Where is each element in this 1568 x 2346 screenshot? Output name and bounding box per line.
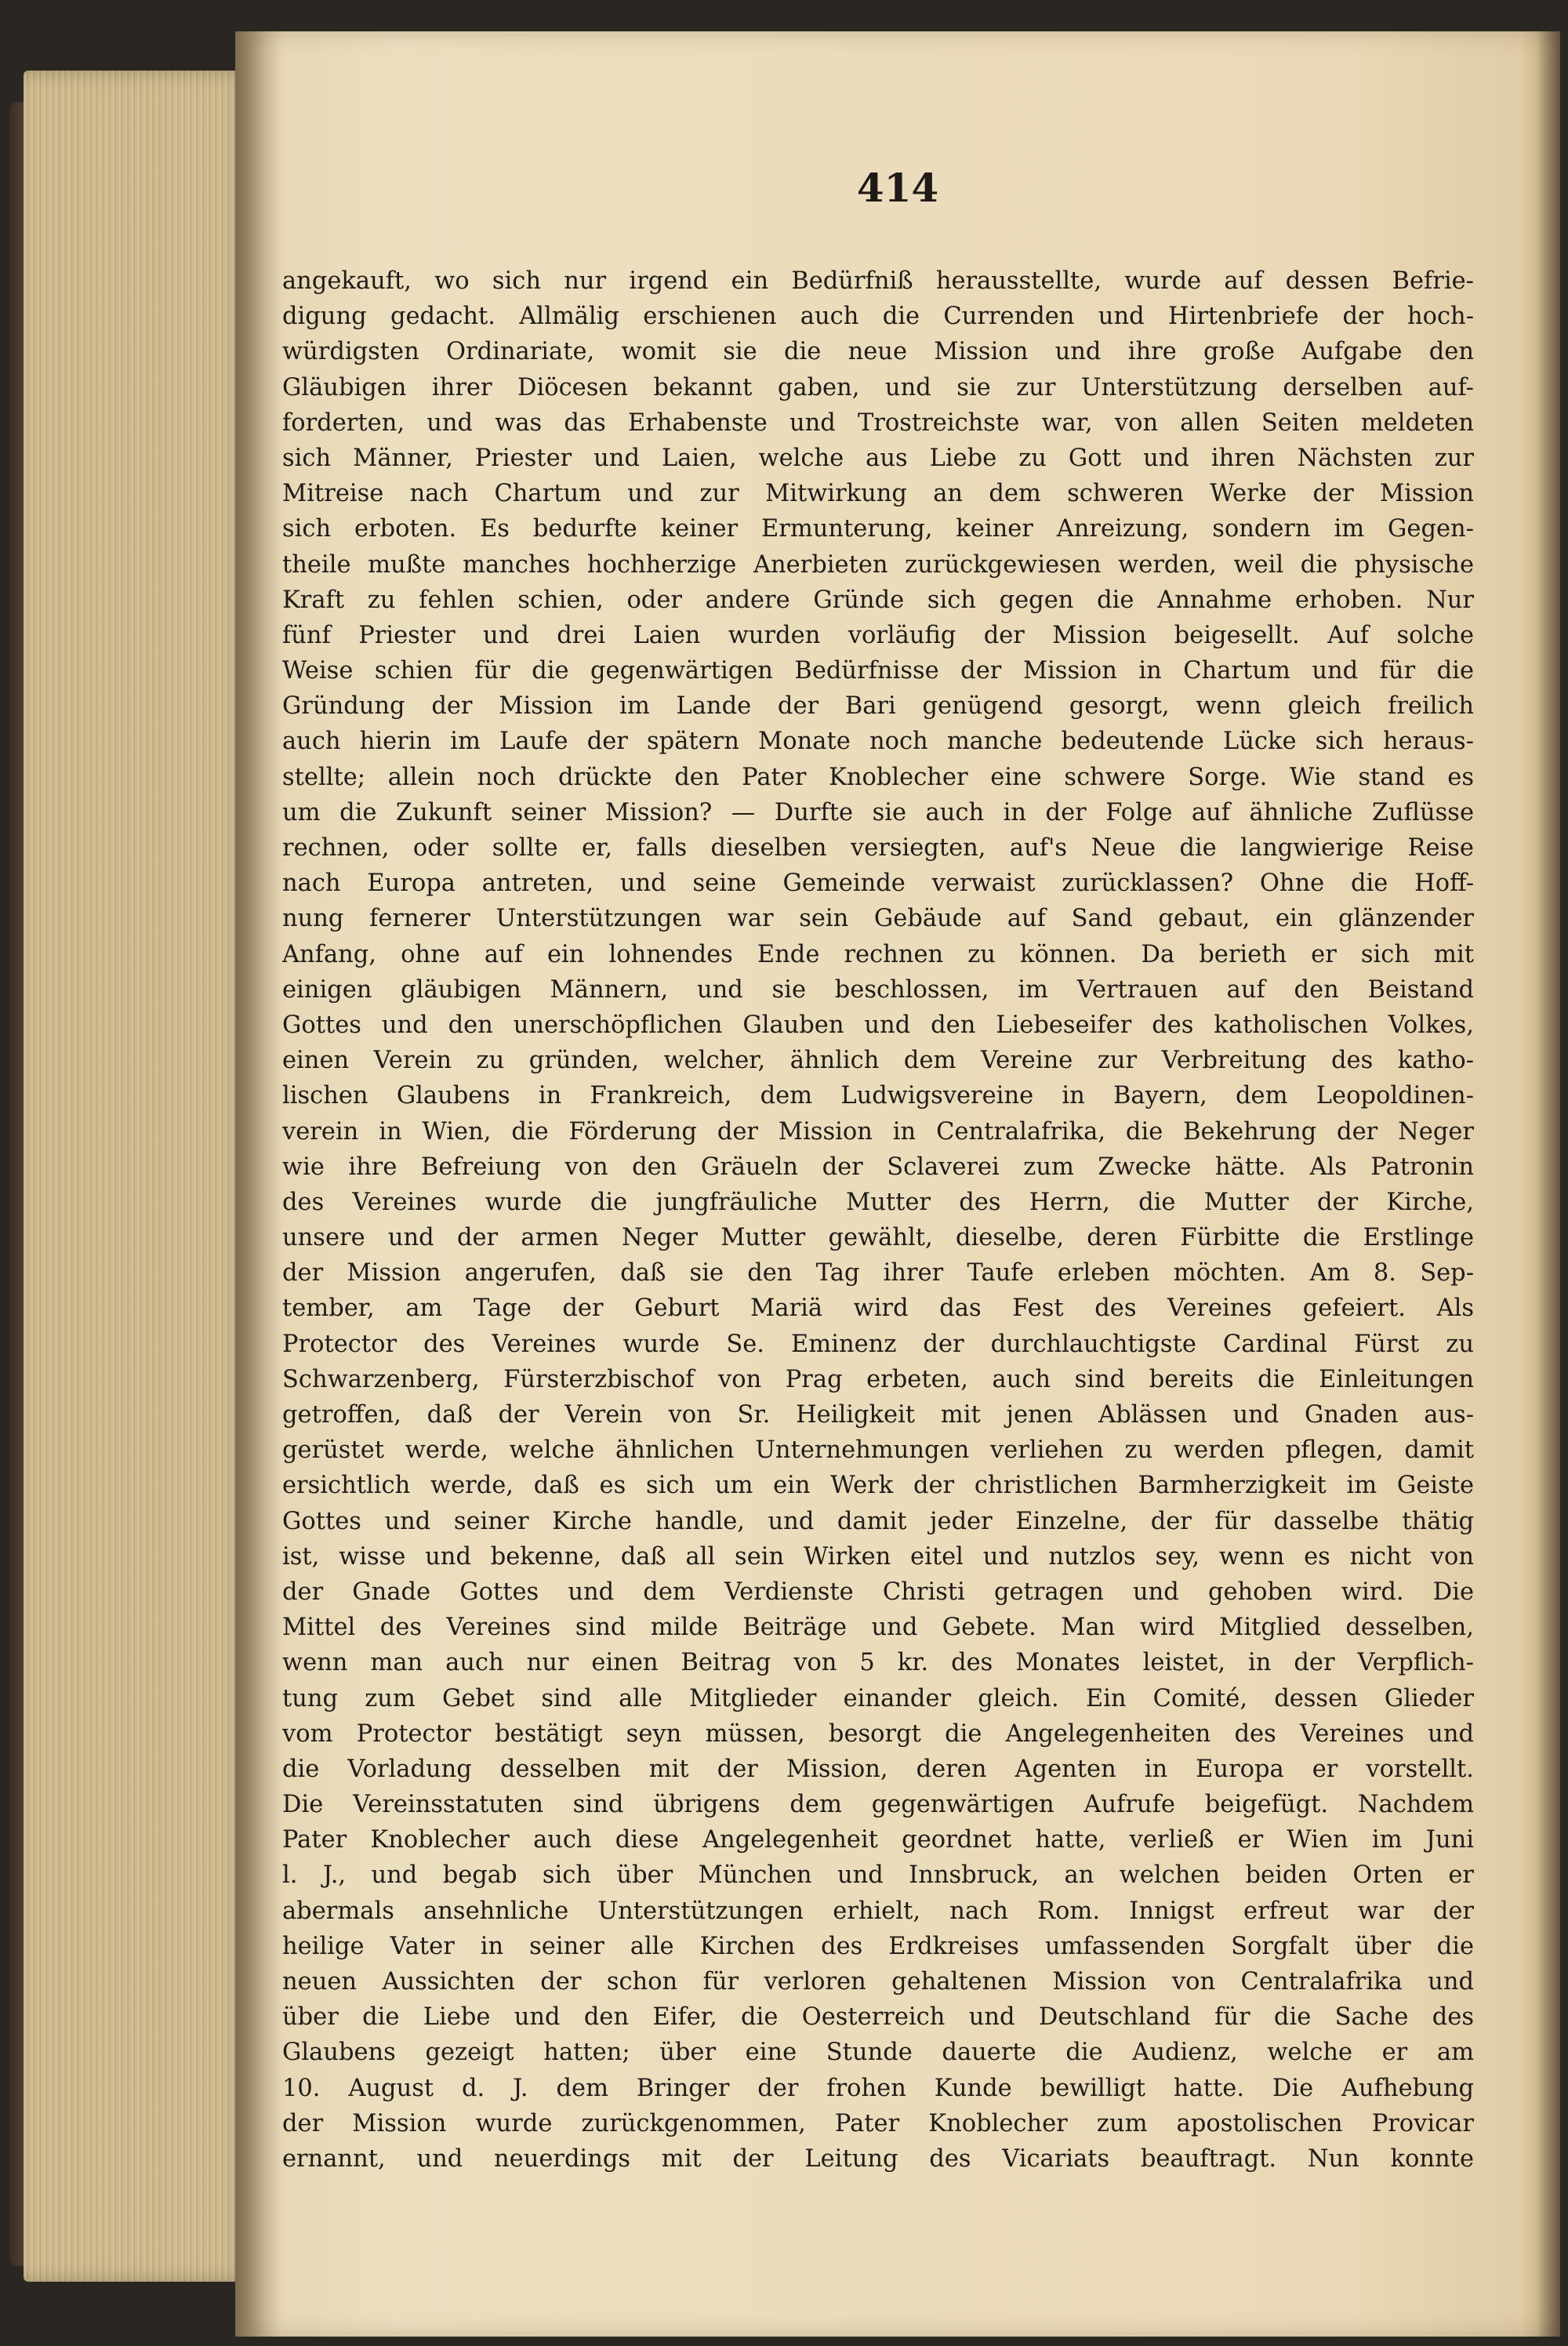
body-text [282, 263, 1474, 2177]
text-line: sich Männer, Priester und Laien, welche aus Liebe zu Gott und ihren Nächsten zur [282, 444, 1474, 472]
text-line: vom Protector bestätigt seyn müssen, besorgt die Angelegenheiten des Vereines und [282, 1720, 1474, 1748]
text-line: forderten, und was das Erhabenste und Trostreichste war, von allen Seiten meldeten [282, 409, 1474, 437]
text-line: angekauft, wo sich nur irgend ein Bedürfniß herausstellte, wurde auf dessen Befrie- [282, 267, 1474, 295]
text-line: digung gedacht. Allmälig erschienen auch die Currenden und Hirtenbriefe der hoch- [282, 303, 1474, 331]
text-line: Mittel des Vereines sind milde Beiträge und Gebete. Man wird Mitglied desselben, [282, 1614, 1474, 1642]
text-line: Schwarzenberg, Fürsterzbischof von Prag erbeten, auch sind bereits die Einleitungen [282, 1365, 1474, 1393]
text-line: die Vorladung desselben mit der Mission, deren Agenten in Europa er vorstellt. [282, 1755, 1474, 1783]
text-line: Weise schien für die gegenwärtigen Bedürfnisse der Mission in Chartum und für die [282, 657, 1474, 685]
book-page [235, 31, 1560, 2337]
page-number: 414 [856, 165, 939, 211]
text-line: gerüstet werde, welche ähnlichen Unternehmungen verliehen zu werden pflegen, damit [282, 1436, 1474, 1465]
text-line: fünf Priester und drei Laien wurden vorläufig der Mission beigesellt. Auf solche [282, 621, 1474, 649]
text-line: nach Europa antreten, und seine Gemeinde verwaist zurücklassen? Ohne die Hoff- [282, 870, 1474, 898]
text-line: auch hierin im Laufe der spätern Monate noch manche bedeutende Lücke sich heraus- [282, 728, 1474, 756]
text-line: ist, wisse und bekenne, daß all sein Wirken eitel und nutzlos sey, wenn es nicht von [282, 1542, 1474, 1571]
text-line: würdigsten Ordinariate, womit sie die neue Mission und ihre große Aufgabe den [282, 338, 1474, 366]
text-line: der Mission wurde zurückgenommen, Pater Knoblecher zum apostolischen Provicar [282, 2109, 1474, 2137]
text-line: einigen gläubigen Männern, und sie beschlossen, im Vertrauen auf den Beistand [282, 975, 1474, 1004]
text-line: tung zum Gebet sind alle Mitglieder einander gleich. Ein Comité, dessen Glieder [282, 1684, 1474, 1712]
page-right-edge [1537, 31, 1560, 2337]
text-line: rechnen, oder sollte er, falls dieselben versiegten, auf's Neue die langwierige Reise [282, 834, 1474, 862]
text-line: der Mission angerufen, daß sie den Tag ihrer Taufe erleben möchten. Am 8. Sep- [282, 1259, 1474, 1287]
text-line: theile mußte manches hochherzige Anerbieten zurückgewiesen werden, weil die physische [282, 550, 1474, 579]
text-line: 10. August d. J. dem Bringer der frohen Kunde bewilligt hatte. Die Aufhebung [282, 2074, 1474, 2102]
text-line: heilige Vater in seiner alle Kirchen des Erdkreises umfassenden Sorgfalt über die [282, 1932, 1474, 1960]
text-line: lischen Glaubens in Frankreich, dem Ludwigsvereine in Bayern, dem Leopoldinen- [282, 1082, 1474, 1110]
text-line: abermals ansehnliche Unterstützungen erhielt, nach Rom. Innigst erfreut war der [282, 1897, 1474, 1925]
text-line: Gründung der Mission im Lande der Bari genügend gesorgt, wenn gleich freilich [282, 692, 1474, 721]
text-line: Pater Knoblecher auch diese Angelegenheit geordnet hatte, verließ er Wien im Juni [282, 1826, 1474, 1854]
text-line: ersichtlich werde, daß es sich um ein Werk der christlichen Barmherzigkeit im Geiste [282, 1472, 1474, 1500]
text-line: nung fernerer Unterstützungen war sein Gebäude auf Sand gebaut, ein glänzender [282, 905, 1474, 933]
text-line: wenn man auch nur einen Beitrag von 5 kr. des Monates leistet, in der Verpflich- [282, 1649, 1474, 1677]
text-line: wie ihre Befreiung von den Gräueln der Sclaverei zum Zwecke hätte. Als Patronin [282, 1153, 1474, 1181]
text-line: um die Zukunft seiner Mission? — Durfte sie auch in der Folge auf ähnliche Zuflüsse [282, 798, 1474, 826]
text-line: stellte; allein noch drückte den Pater Knoblecher eine schwere Sorge. Wie stand es [282, 763, 1474, 791]
text-line: unsere und der armen Neger Mutter gewählt, dieselbe, deren Fürbitte die Erstlinge [282, 1224, 1474, 1252]
text-line: verein in Wien, die Förderung der Mission in Centralafrika, die Bekehrung der Neger [282, 1117, 1474, 1146]
text-line: der Gnade Gottes und dem Verdienste Christi getragen und gehoben wird. Die [282, 1578, 1474, 1606]
text-line: Die Vereinsstatuten sind übrigens dem gegenwärtigen Aufrufe beigefügt. Nachdem [282, 1791, 1474, 1819]
text-line: Kraft zu fehlen schien, oder andere Gründe sich gegen die Annahme erhoben. Nur [282, 586, 1474, 614]
text-line: Mitreise nach Chartum und zur Mitwirkung an dem schweren Werke der Mission [282, 480, 1474, 508]
text-line: tember, am Tage der Geburt Mariä wird das Fest des Vereines gefeiert. Als [282, 1295, 1474, 1323]
text-line: des Vereines wurde die jungfräuliche Mutter des Herrn, die Mutter der Kirche, [282, 1188, 1474, 1216]
text-line: ernannt, und neuerdings mit der Leitung des Vicariats beauftragt. Nun konnte [282, 2144, 1474, 2173]
page-edges [24, 71, 251, 2282]
text-line: über die Liebe und den Eifer, die Oesterreich und Deutschland für die Sache des [282, 2003, 1474, 2032]
text-line: Gläubigen ihrer Diöcesen bekannt gaben, und sie zur Unterstützung derselben auf- [282, 373, 1474, 401]
text-line: Gottes und den unerschöpflichen Glauben und den Liebeseifer des katholischen Volkes, [282, 1011, 1474, 1039]
text-line: einen Verein zu gründen, welcher, ähnlich dem Vereine zur Verbreitung des katho- [282, 1047, 1474, 1075]
text-line: Anfang, ohne auf ein lohnendes Ende rechnen zu können. Da berieth er sich mit [282, 940, 1474, 968]
spine-shadow [235, 31, 282, 2337]
text-line: Protector des Vereines wurde Se. Eminenz der durchlauchtigste Cardinal Fürst zu [282, 1330, 1474, 1358]
text-line: neuen Aussichten der schon für verloren gehaltenen Mission von Centralafrika und [282, 1968, 1474, 1996]
text-line: Gottes und seiner Kirche handle, und damit jeder Einzelne, der für dasselbe thätig [282, 1507, 1474, 1535]
text-line: sich erboten. Es bedurfte keiner Ermunterung, keiner Anreizung, sondern im Gegen- [282, 515, 1474, 543]
text-line: getroffen, daß der Verein von Sr. Heiligkeit mit jenen Ablässen und Gnaden aus- [282, 1401, 1474, 1429]
text-line: l. J., und begab sich über München und Innsbruck, an welchen beiden Orten er [282, 1861, 1474, 1890]
text-line: Glaubens gezeigt hatten; über eine Stunde dauerte die Audienz, welche er am [282, 2039, 1474, 2067]
